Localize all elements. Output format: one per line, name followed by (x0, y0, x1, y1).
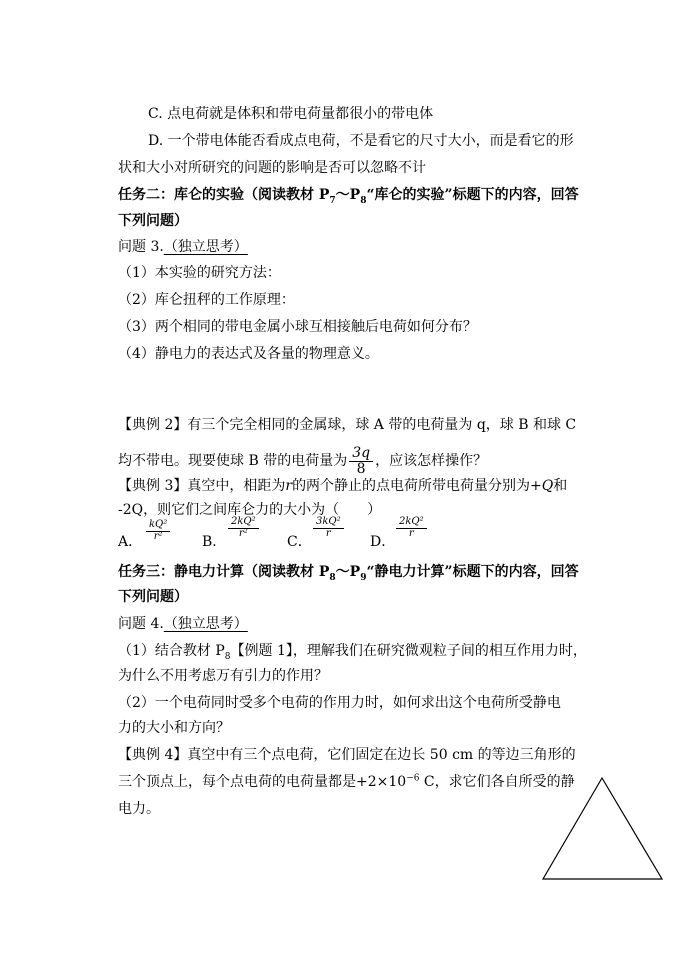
example2-line2: 均不带电。现要使球 B 带的电荷量为 $\frac{3q}{8}$ ，应该怎样操作？ (118, 445, 488, 477)
equilateral-triangle-diagram (541, 776, 665, 882)
example3-line2: -2Q，则它们之间库仑力的大小为（ ） (118, 502, 382, 518)
question4-heading: 问题 4.（独立思考） (118, 616, 248, 632)
example3-line1: 【典例 3】真空中，相距为r的两个静止的点电荷所带电荷量分别为+Q和 (118, 478, 568, 494)
task2-heading: 任务二：库仑的实验（阅读教材 $P_7\sim P_8“$库仑的实验”标题下的内容，回答 (118, 187, 579, 206)
example2-line1: 【典例 2】有三个完全相同的金属球，球 A 带的电荷量为 q，球 B 和球 C (118, 417, 577, 433)
option-d-text-line2: 状和大小对所研究的问题的影响是否可以忽略不计 (118, 160, 426, 176)
example2-fraction: $\frac{3q}{8}$ (349, 446, 373, 476)
example4-line1: 【典例 4】真空中有三个点电荷，它们固定在边长 50 cm 的等边三角形的 (118, 747, 576, 763)
task3-heading: 任务三：静电力计算（阅读教材 $P_8\sim P_9“$静电力计算”标题下的内容，回答 (118, 564, 579, 583)
task2-heading-line2: 下列问题） (118, 213, 188, 229)
example4-line2: 三个顶点上，每个点电荷的电荷量都是$+2\times 10^{-6}$ C，求它们各自所受的静 (118, 773, 575, 790)
question4-item2-line1: （2）一个电荷同时受多个电荷的作用力时，如何求出这个电荷所受静电 (118, 695, 561, 711)
question3-item4: （4）静电力的表达式及各量的物理意义。 (118, 346, 379, 362)
question3-heading: 问题 3.（独立思考） (118, 239, 248, 255)
question3-item3: （3）两个相同的带电金属小球互相接触后电荷如何分布？ (118, 319, 477, 335)
example4-line3: 电力。 (118, 801, 160, 817)
task3-heading-line2: 下列问题） (118, 589, 188, 605)
question3-item2: （2）库仑扭秤的工作原理： (118, 292, 295, 308)
option-d-text-line1: D. 一个带电体能否看成点电荷，不是看它的尺寸大小，而是看它的形 (148, 133, 574, 149)
question4-item1-line1: （1）结合教材 $P_8$【例题 1】，理解我们在研究微观粒子间的相互作用力时， (118, 643, 587, 662)
question4-item1-line2: 为什么不用考虑万有引力的作用？ (118, 668, 328, 684)
question4-item2-line2: 力的大小和方向？ (118, 720, 230, 736)
question3-item1: （1）本实验的研究方法： (118, 265, 281, 281)
option-c-text: C. 点电荷就是体积和带电荷量都很小的带电体 (148, 106, 434, 122)
